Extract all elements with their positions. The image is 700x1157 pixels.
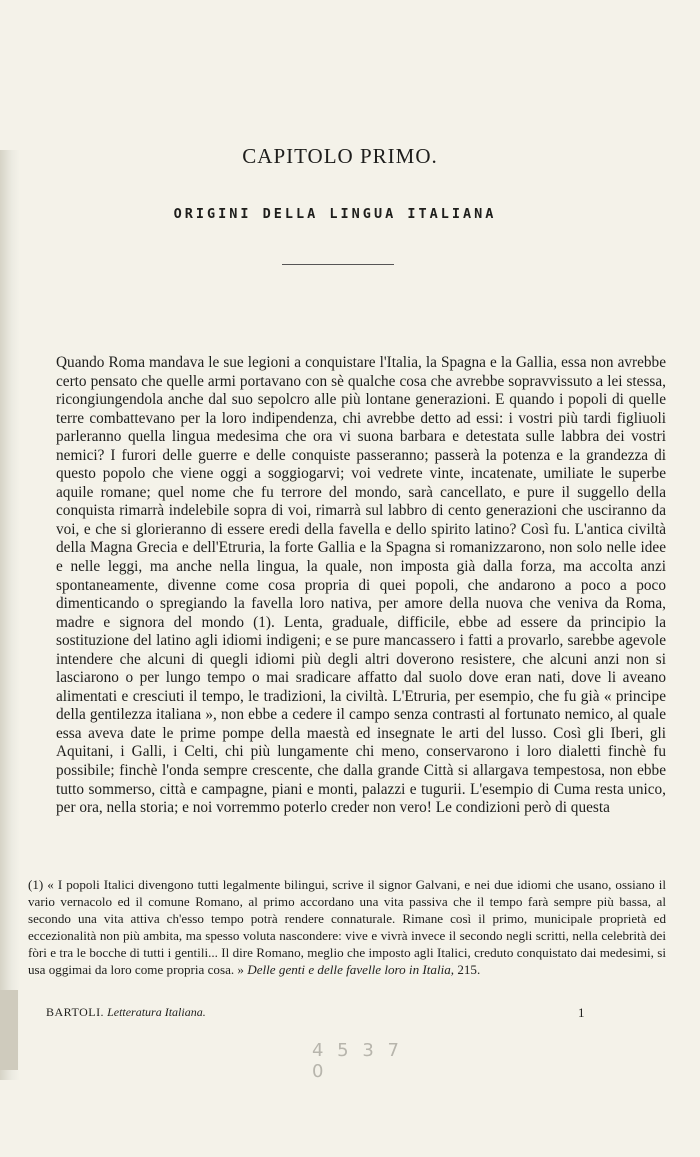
page-footer — [46, 1005, 586, 1020]
signature-number: 1 — [578, 1005, 585, 1020]
page-edge-tab — [0, 990, 18, 1070]
footnote-text: (1) « I popoli Italici divengono tutti legalmente bilingui, scrive il signor Galvani, e nei due idiomi che usano, ossiano il vario vernacolo ed il comune Romano, al primo accordano una vita passiva che il tempo farà sempre più bassa, al secondo una vita attiva ch'esso tempo potrà rendere connaturale. Rimane così il primo, municipale proprietà ed eccezionalità non più ambita, ma spesso voluta nascondere: vive e vivrà invece il secondo negli scritti, nella celebrità dei fòri e tra le bocche di tutti i gentili... Il dire Romano, meglio che imposto agli Italici, creduto conquistato dai medesimi, si usa oggimai da loro come propria cosa. » — [28, 877, 666, 978]
footer-author: BARTOLI. — [46, 1005, 105, 1019]
chapter-title: CAPITOLO PRIMO. — [242, 144, 438, 168]
body-paragraph — [56, 354, 666, 818]
footer-work-title: Letteratura Italiana. — [107, 1005, 206, 1019]
footnote-citation-title: Delle genti e delle favelle loro in Italia, — [247, 962, 455, 978]
footnote-citation-page: 215. — [457, 962, 481, 978]
page-edge-shadow — [0, 150, 20, 1080]
body-paragraph-text: Quando Roma mandava le sue legioni a conquistare l'Italia, la Spagna e la Gallia, essa non avrebbe certo pensato che quelle armi portavano con sè qualche cosa che avrebbe sopravvissuto a lei stessa, ricongiungendola anche dal suo sepolcro alle più lontane generazioni. E quando i popoli di quelle terre combattevano per la loro indipendenza, chi avrebbe detto ad essi: i vostri più tardi figliuoli parleranno quella lingua medesima che ora vi suona barbara e detestata sulle labbra dei vostri nemici? I furori delle guerre e delle conquiste passeranno; passerà la potenza e la grandezza di questo popolo che viene oggi a soggiogarvi; voi vedrete vinte, incatenate, umiliate le superbe aquile romane; quel nome che fu terrore del mondo, sarà cancellato, e pure il suggello della conquista rimarrà indelebile sopra di voi, rimarrà sul labbro di cento generazioni che usciranno da voi, e che si glorieranno di essere eredi della favella e dello spirito latino? Così fu. L'antica civiltà della Magna Grecia e dell'Etruria, la forte Gallia e la Spagna si romanizzarono, non solo nelle idee e nelle leggi, ma anche nella lingua, la quale, non imposta già dalla forza, ma accolta anzi spontaneamente, divenne come cosa propria di quei popoli, che andarono a poco a poco dimenticando o spregiando la favella loro nativa, per amore della nuova che veniva da Roma, madre e signora del mondo (1). Lenta, graduale, difficile, ebbe ad essere da principio la sostituzione del latino agli idiomi indigeni; e se pure mancassero i fatti a provarlo, sarebbe agevole intendere che alcuni di quegli idiomi più degli altri doverono resistere, che alcuni anzi non si lasciarono o per lungo tempo o mai sradicare affatto dal suolo dove eran nati, dove li aveano alimentati e cresciuti il tempo, le tradizioni, la civiltà. L'Etruria, per esempio, che fu già « principe della gentilezza italiana », non ebbe a cedere il campo senza contrasti al fortunato nemico, al quale essa aveva date le prime pompe della maestà ed insegnate le arti del lusso. Così gli Iberi, gli Aquitani, i Galli, i Celti, chi più lungamente chi meno, conservarono i loro dialetti finchè fu possibile; finchè l'onda sempre crescente, che dalla grande Città si allargava tempestosa, non ebbe tutto sommerso, città e campagne, piani e monti, palazzi e tugurii. L'esempio di Cuma resta unico, per ora, nella storia; e noi vorremmo poterlo creder non vero! Le condizioni però di questa — [56, 354, 666, 817]
section-divider — [282, 264, 394, 265]
chapter-subtitle: ORIGINI DELLA LINGUA ITALIANA — [173, 206, 497, 222]
library-stamp: 4 5 3 7 0 — [312, 1040, 403, 1082]
footnote — [28, 876, 666, 979]
